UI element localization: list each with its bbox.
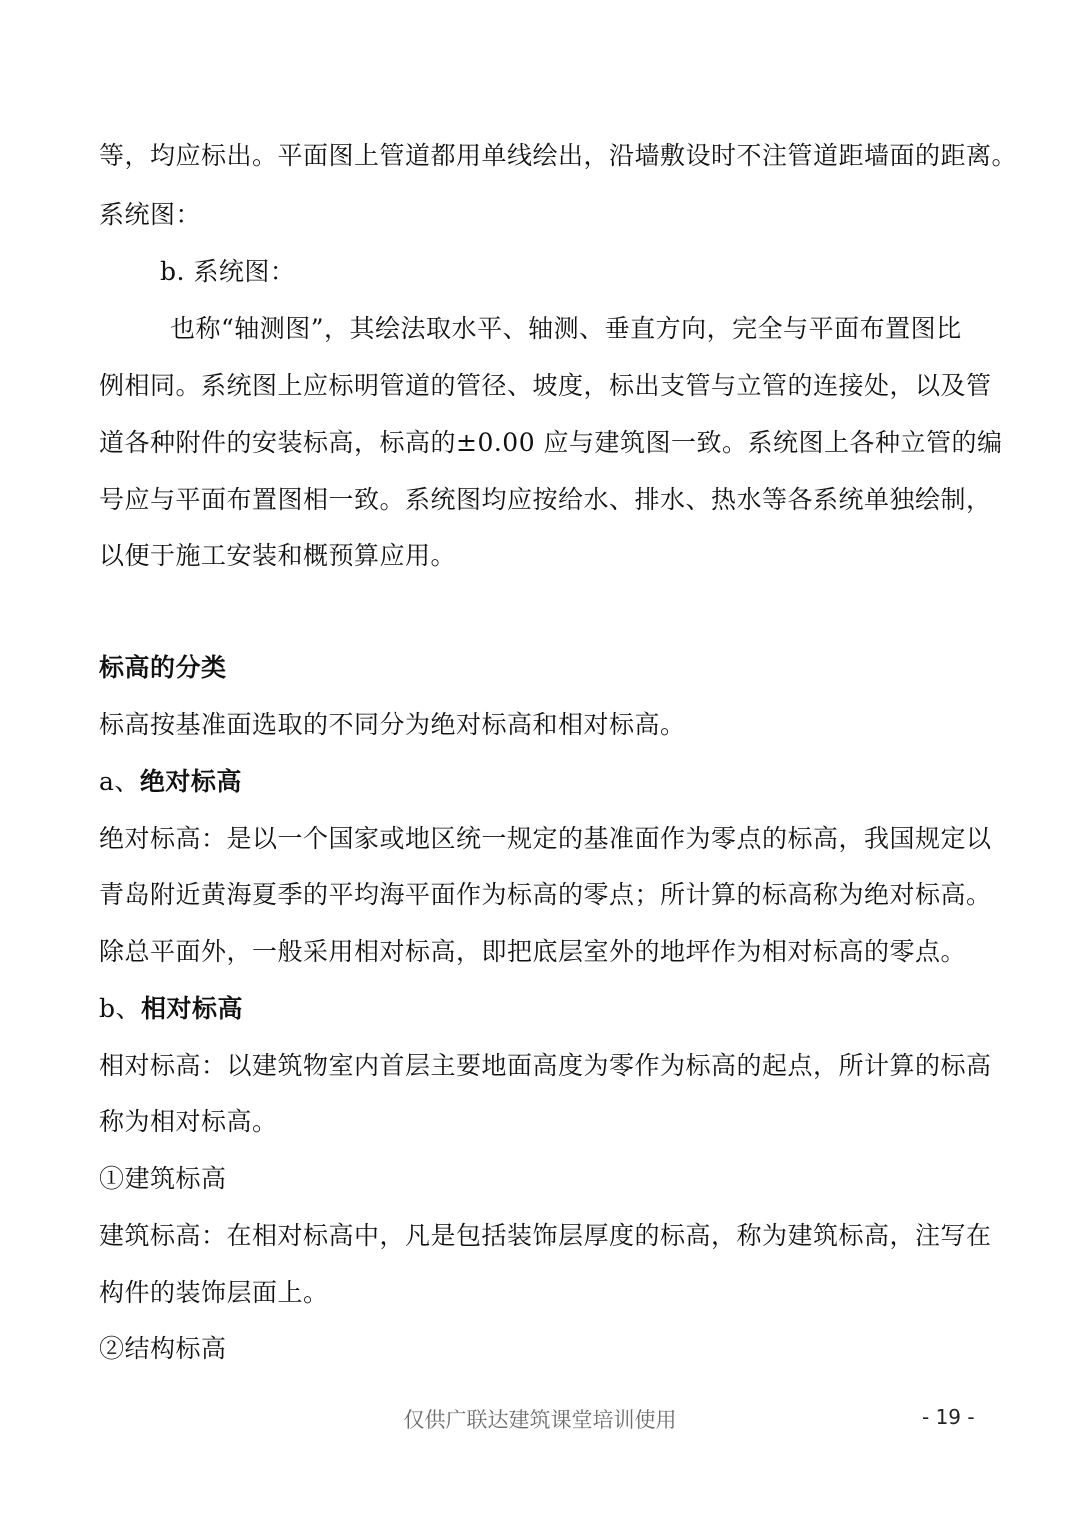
body-line-1: 等，均应标出。平面图上管道都用单线绘出，沿墙敷设时不注管道距墙面的距离。 xyxy=(99,141,1018,170)
subheading-title: 绝对标高 xyxy=(139,767,242,796)
subheading-system-diagram: b. 系统图： xyxy=(160,257,296,286)
absolute-line-1: 绝对标高：是以一个国家或地区统一规定的基准面作为零点的标高，我国规定以 xyxy=(99,824,992,853)
subheading-prefix: a、 xyxy=(99,767,140,796)
body-line-7: 号应与平面布置图相一致。系统图均应按给水、排水、热水等各系统单独绘制， xyxy=(99,485,992,514)
subheading-absolute-elevation xyxy=(99,766,989,798)
absolute-line-2: 青岛附近黄海夏季的平均海平面作为标高的零点；所计算的标高称为绝对标高。 xyxy=(99,880,992,909)
body-line-6: 道各种附件的安装标高，标高的±0.00 应与建筑图一致。系统图上各种立管的编 xyxy=(99,428,1003,457)
relative-line-2: 称为相对标高。 xyxy=(99,1107,278,1136)
building-line-1: 建筑标高：在相对标高中，凡是包括装饰层厚度的标高，称为建筑标高，注写在 xyxy=(99,1221,992,1250)
page-number: - 19 - xyxy=(922,1405,975,1429)
subheading-prefix: b、 xyxy=(99,994,142,1023)
subheading-relative-elevation xyxy=(99,993,989,1025)
absolute-line-3: 除总平面外，一般采用相对标高，即把底层室外的地坪作为相对标高的零点。 xyxy=(99,937,967,966)
footer-notice: 仅供广联达建筑课堂培训使用 xyxy=(403,1408,677,1432)
subheading-building-elevation: ①建筑标高 xyxy=(99,1164,227,1193)
body-line-4: 也称“轴测图”，其绘法取水平、轴测、垂直方向，完全与平面布置图比 xyxy=(170,314,962,343)
building-line-2: 构件的装饰层面上。 xyxy=(99,1278,329,1307)
subheading-title: 相对标高 xyxy=(141,994,244,1023)
body-line-2: 系统图： xyxy=(99,200,202,229)
relative-line-1: 相对标高：以建筑物室内首层主要地面高度为零作为标高的起点，所计算的标高 xyxy=(99,1051,992,1080)
section-heading: 标高的分类 xyxy=(99,653,227,682)
body-line-8: 以便于施工安装和概预算应用。 xyxy=(99,541,457,570)
subheading-structural-elevation: ②结构标高 xyxy=(99,1334,227,1363)
section-intro: 标高按基准面选取的不同分为绝对标高和相对标高。 xyxy=(99,710,686,739)
body-line-5: 例相同。系统图上应标明管道的管径、坡度，标出支管与立管的连接处，以及管 xyxy=(99,371,992,400)
